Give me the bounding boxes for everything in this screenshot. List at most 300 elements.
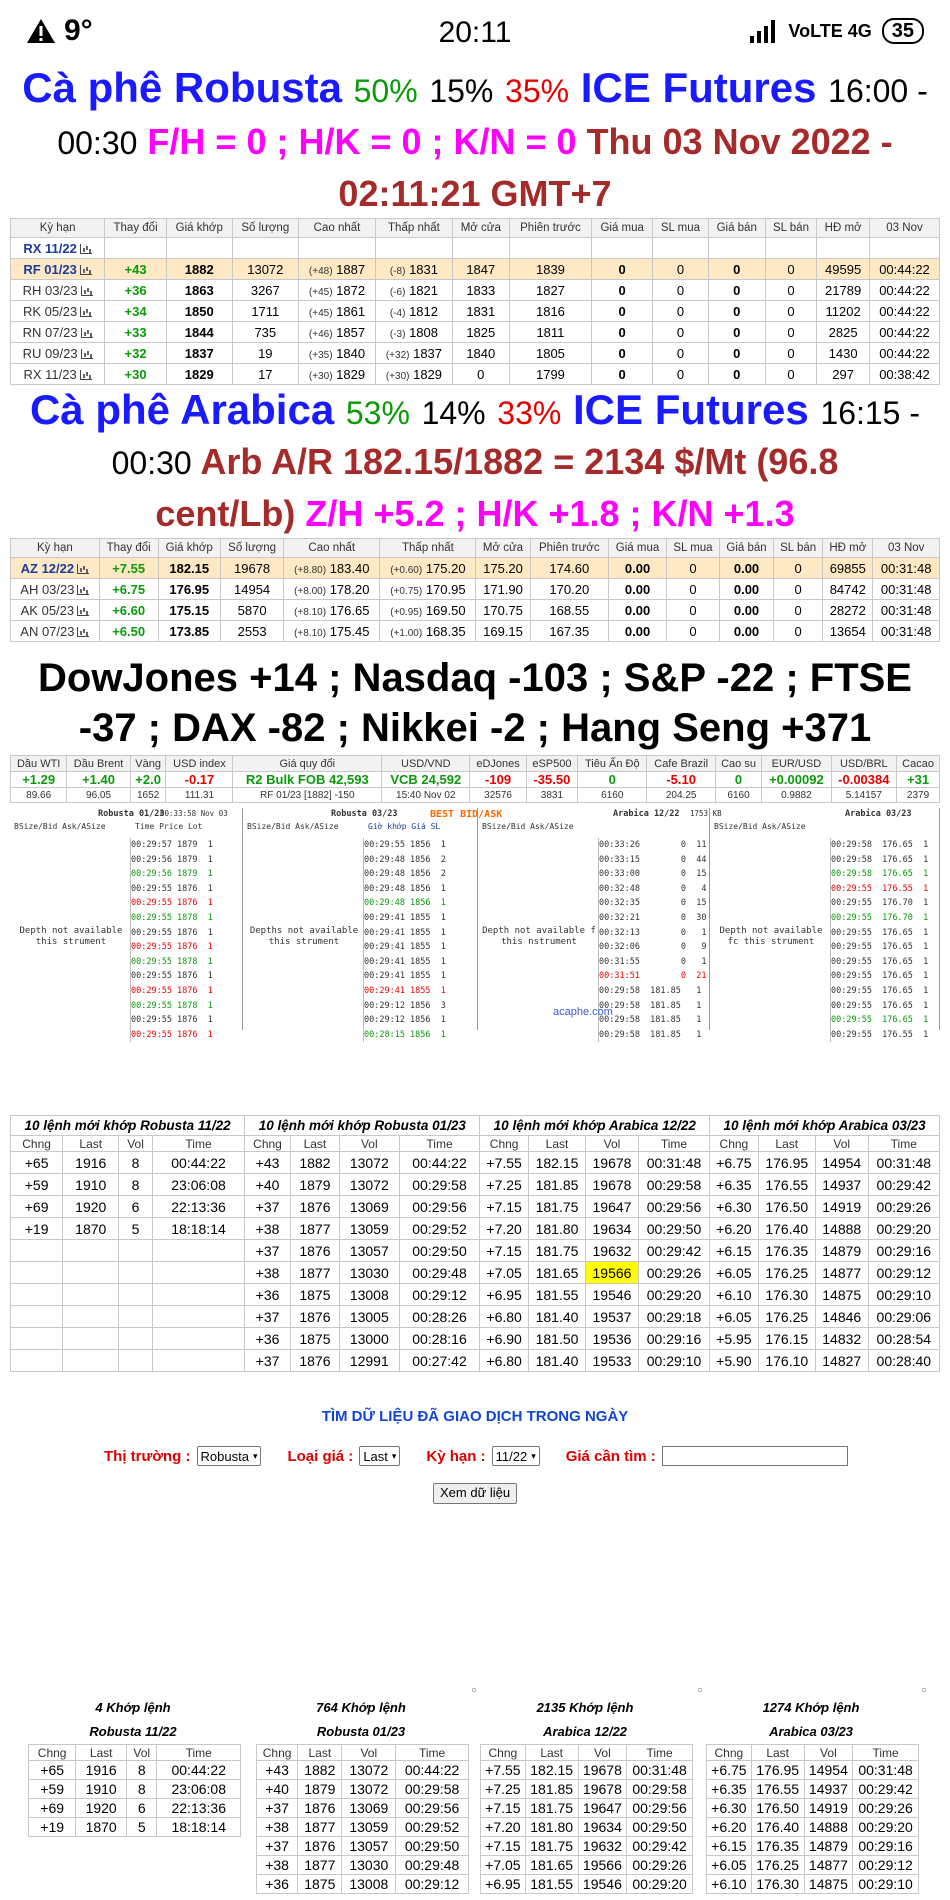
column-header: Thấp nhất <box>375 219 452 238</box>
open-cell: 1825 <box>452 322 509 343</box>
result-cell: +7.15 <box>481 1837 526 1856</box>
market-change: +0.00092 <box>762 772 831 788</box>
indices-line-1: DowJones +14 ; Nasdaq -103 ; S&P -22 ; FTSE <box>38 656 912 700</box>
column-header: Thay đổi <box>105 219 167 238</box>
time-cell: 00:31:48 <box>873 621 940 642</box>
column-header: Giá khớp <box>166 219 232 238</box>
low-value: 1821 <box>409 282 438 298</box>
trade-row: 00:29:58 181.85 1 <box>599 1015 702 1026</box>
trade-row: 00:29:41 1855 1 <box>364 912 446 923</box>
depth-notice: Depth not available this strument <box>19 926 123 947</box>
change-cell <box>105 238 167 259</box>
trade-cell: 14846 <box>815 1306 868 1328</box>
market-price: 111.31 <box>166 788 233 803</box>
ask-cell: 0.00 <box>719 600 773 621</box>
indices-line-2: -37 ; DAX -82 ; Nikkei -2 ; Hang Seng +371 <box>78 706 872 750</box>
change-cell: +30 <box>105 364 167 385</box>
trade-cell: 176.40 <box>758 1218 815 1240</box>
time-cell: 00:44:22 <box>870 322 940 343</box>
trade-cell: 13005 <box>339 1306 399 1328</box>
bid-ask-panel <box>243 808 478 1040</box>
trade-cell: 8 <box>119 1174 153 1196</box>
last-price-cell: 176.95 <box>158 579 220 600</box>
chart-icon[interactable] <box>81 349 93 359</box>
low-value: 1829 <box>413 366 443 382</box>
panel-columns: BSize/Bid Ask/ASize <box>482 822 574 831</box>
trade-cell: 00:29:42 <box>638 1240 709 1262</box>
trade-cell: 181.75 <box>528 1240 585 1262</box>
trade-cell <box>152 1240 244 1262</box>
trade-row: 00:29:55 1876 1 <box>131 898 213 909</box>
high-cell <box>299 322 376 343</box>
column-header: Số lượng <box>232 219 298 238</box>
table-row <box>257 1875 469 1894</box>
chart-icon[interactable] <box>77 585 89 595</box>
low-diff: (-6) <box>389 286 406 298</box>
result-cell: 00:29:16 <box>853 1837 919 1856</box>
market-name: USD/VND <box>382 756 470 772</box>
time-cell: 00:38:42 <box>870 364 940 385</box>
trade-cell: 14888 <box>815 1218 868 1240</box>
chart-icon[interactable] <box>77 606 89 616</box>
trade-row: 00:29:48 1856 2 <box>364 869 446 880</box>
network-label: VoLTE 4G <box>788 20 872 41</box>
column-header: Vol <box>127 1745 157 1761</box>
result-cell: +6.35 <box>707 1780 752 1799</box>
result-cell: 13059 <box>342 1818 396 1837</box>
result-cell: 13030 <box>342 1856 396 1875</box>
column-header: Time <box>399 1136 480 1152</box>
trade-cell: +37 <box>245 1306 291 1328</box>
result-name: Robusta 11/22 <box>89 1724 177 1739</box>
result-cell: 00:29:52 <box>396 1818 469 1837</box>
trade-rows <box>130 838 241 1042</box>
market-price: 89.66 <box>11 788 67 803</box>
open-cell: 175.20 <box>476 558 530 579</box>
chart-icon[interactable] <box>81 328 93 338</box>
column-header: Time <box>868 1136 939 1152</box>
result-cell: 14879 <box>804 1837 853 1856</box>
trade-cell: 00:28:54 <box>868 1328 939 1350</box>
result-cell: +65 <box>29 1761 76 1780</box>
panel-columns: BSize/Bid Ask/ASize <box>14 822 106 831</box>
trade-cell <box>63 1306 119 1328</box>
result-cell: 176.30 <box>751 1875 804 1894</box>
chart-icon[interactable] <box>77 564 89 574</box>
robusta-spreads: F/H = 0 ; H/K = 0 ; K/N = 0 <box>147 121 577 162</box>
trade-row: 00:29:55 176.65 1 <box>831 942 929 953</box>
ask-qty-cell: 0 <box>774 600 823 621</box>
column-header: Vol <box>804 1745 853 1761</box>
result-cell: +6.75 <box>707 1761 752 1780</box>
trade-cell: 00:29:16 <box>868 1240 939 1262</box>
contract-symbol[interactable] <box>11 600 100 621</box>
open-cell: 170.75 <box>476 600 530 621</box>
trade-cell: 1882 <box>290 1152 339 1174</box>
table-row <box>481 1818 693 1837</box>
market-change: 0 <box>578 772 647 788</box>
result-cell: 1910 <box>76 1780 127 1799</box>
time-cell: 00:31:48 <box>873 579 940 600</box>
trade-row: 00:29:55 176.65 1 <box>831 927 929 938</box>
trade-cell: 176.15 <box>758 1328 815 1350</box>
price-type-select[interactable] <box>359 1446 400 1466</box>
trade-cell: 14832 <box>815 1328 868 1350</box>
result-cell: 8 <box>127 1761 157 1780</box>
trade-cell: 19678 <box>586 1152 639 1174</box>
table-row[interactable] <box>11 259 940 280</box>
low-value: 169.50 <box>425 602 466 618</box>
trade-cell: 00:29:10 <box>638 1350 709 1372</box>
trade-cell <box>119 1240 153 1262</box>
column-header: Time <box>853 1745 919 1761</box>
time-cell: 00:44:22 <box>870 280 940 301</box>
high-value: 175.45 <box>329 623 370 639</box>
panel-trade-columns: Giờ khớp Giá SL <box>368 822 441 831</box>
result-cell: 00:29:26 <box>627 1856 693 1875</box>
trade-row: 00:29:55 1876 1 <box>131 971 213 982</box>
trade-cell: 00:28:40 <box>868 1350 939 1372</box>
result-cell: 1879 <box>298 1780 342 1799</box>
high-cell <box>299 364 376 385</box>
market-select[interactable] <box>197 1446 262 1466</box>
column-header: HĐ mở <box>817 219 870 238</box>
contract-symbol[interactable] <box>11 322 105 343</box>
result-cell: +6.15 <box>707 1837 752 1856</box>
table-row[interactable] <box>11 238 940 259</box>
time-cell: 00:31:48 <box>873 558 940 579</box>
open-interest-cell: 21789 <box>817 280 870 301</box>
chart-icon[interactable] <box>80 370 92 380</box>
low-cell <box>375 238 452 259</box>
column-header: Chng <box>257 1745 298 1761</box>
result-cell: 1876 <box>298 1837 342 1856</box>
latest-trades-captions <box>11 1116 940 1136</box>
volume-cell: 13072 <box>232 259 298 280</box>
table-row <box>707 1837 919 1856</box>
result-cell: 6 <box>127 1799 157 1818</box>
chart-icon[interactable] <box>80 244 92 254</box>
table-row <box>11 1262 940 1284</box>
column-header: Chng <box>11 1136 63 1152</box>
trade-cell: +37 <box>245 1350 291 1372</box>
result-cell: 181.80 <box>525 1818 578 1837</box>
table-row <box>11 1196 940 1218</box>
trade-cell: +6.35 <box>710 1174 758 1196</box>
trades-caption: 10 lệnh mới khớp Robusta 11/22 <box>11 1116 245 1136</box>
time-cell: 00:44:22 <box>870 301 940 322</box>
chart-icon[interactable] <box>80 265 92 275</box>
time-cell: 00:44:22 <box>870 343 940 364</box>
ask-qty-cell: 0 <box>765 280 817 301</box>
column-header: Vol <box>342 1745 396 1761</box>
trade-cell <box>119 1306 153 1328</box>
low-value: 170.95 <box>425 581 466 597</box>
trade-cell: +6.80 <box>480 1350 528 1372</box>
robusta-datetime: Thu 03 Nov 2022 - <box>586 121 893 162</box>
low-value: 168.35 <box>425 623 466 639</box>
search-title: TÌM DỮ LIỆU ĐÃ GIAO DỊCH TRONG NGÀY <box>321 1408 629 1425</box>
contract-label: RU 09/23 <box>22 345 78 361</box>
table-row[interactable] <box>11 343 940 364</box>
high-diff: (+46) <box>308 328 333 340</box>
trade-cell: 1876 <box>290 1240 339 1262</box>
result-cell: 8 <box>127 1780 157 1799</box>
trade-cell: +5.95 <box>710 1328 758 1350</box>
trade-cell: 13069 <box>339 1196 399 1218</box>
resize-handle <box>472 1688 476 1692</box>
bid-cell: 0.00 <box>609 600 667 621</box>
bid-cell: 0 <box>592 343 653 364</box>
trade-row: 00:29:58 176.65 1 <box>831 854 929 865</box>
result-cell: 00:29:20 <box>627 1875 693 1894</box>
market-price: 32576 <box>470 788 526 803</box>
market-name: Dầu Brent <box>67 756 130 772</box>
robusta-title: Cà phê Robusta <box>22 64 342 111</box>
trade-cell: 00:29:52 <box>399 1218 480 1240</box>
result-cell: 19678 <box>578 1780 627 1799</box>
table-row[interactable] <box>11 579 940 600</box>
column-header: SL bán <box>765 219 817 238</box>
market-change: -35.50 <box>526 772 577 788</box>
clock: 20:11 <box>438 16 512 49</box>
table-row <box>257 1856 469 1875</box>
trade-row: 00:29:55 176.65 1 <box>831 956 929 967</box>
column-header: Chng <box>481 1745 526 1761</box>
table-row <box>707 1780 919 1799</box>
trade-row: 00:33:26 0 11 <box>599 840 707 850</box>
column-header: 03 Nov <box>873 539 940 558</box>
trade-row: 00:29:55 176.70 1 <box>831 912 929 923</box>
open-interest-cell: 1430 <box>817 343 870 364</box>
trade-row: 00:29:55 176.65 1 <box>831 971 929 982</box>
trade-cell <box>63 1262 119 1284</box>
column-header: Last <box>525 1745 578 1761</box>
market-price: 5.14157 <box>831 788 897 803</box>
chart-icon[interactable] <box>80 307 92 317</box>
column-header: Last <box>528 1136 585 1152</box>
trade-cell: +7.05 <box>480 1262 528 1284</box>
market-name: Vàng <box>130 756 166 772</box>
trade-cell <box>11 1328 63 1350</box>
result-cell: +38 <box>257 1856 298 1875</box>
column-header: Last <box>751 1745 804 1761</box>
trade-row: 00:29:55 1876 1 <box>131 942 213 953</box>
trade-cell: 181.40 <box>528 1306 585 1328</box>
robusta-pct-2: 15% <box>429 73 494 109</box>
ask-cell: 0 <box>708 280 765 301</box>
trade-cell: 1916 <box>63 1152 119 1174</box>
trade-row: 00:29:57 1879 1 <box>131 840 213 850</box>
trade-cell: 00:29:18 <box>638 1306 709 1328</box>
chart-icon[interactable] <box>77 627 89 637</box>
price-type-label: Loại giá : <box>287 1447 354 1465</box>
change-cell: +43 <box>105 259 167 280</box>
low-value: 1808 <box>409 324 438 340</box>
ask-cell: 0.00 <box>719 558 773 579</box>
table-row[interactable] <box>11 280 940 301</box>
market-change: -0.00384 <box>831 772 897 788</box>
trade-row: 00:29:55 1876 1 <box>131 883 213 894</box>
panel-title: Robusta 03/23 <box>331 809 398 819</box>
result-cell: 00:29:42 <box>627 1837 693 1856</box>
high-diff: (+35) <box>308 349 333 361</box>
column-header: Giá bán <box>708 219 765 238</box>
trade-cell: 19647 <box>586 1196 639 1218</box>
column-header: Chng <box>29 1745 76 1761</box>
table-row[interactable] <box>11 600 940 621</box>
contract-symbol[interactable] <box>11 364 105 385</box>
market-price: 3831 <box>526 788 577 803</box>
result-cell: 00:29:56 <box>396 1799 469 1818</box>
chart-icon[interactable] <box>81 286 93 296</box>
ask-qty-cell: 0 <box>774 579 823 600</box>
contract-symbol[interactable] <box>11 259 105 280</box>
column-header: Last <box>758 1136 815 1152</box>
view-data-button[interactable]: Xem dữ liệu <box>433 1483 517 1504</box>
ask-qty-cell <box>765 238 817 259</box>
column-header: Phiên trước <box>530 539 609 558</box>
bid-qty-cell: 0 <box>667 621 720 642</box>
result-table <box>28 1744 241 1837</box>
trade-cell: 22:13:36 <box>152 1196 244 1218</box>
arabica-headline <box>0 384 950 439</box>
arabica-headline-2 <box>0 436 950 489</box>
table-row[interactable] <box>11 301 940 322</box>
trade-row: 00:33:15 0 44 <box>599 854 707 865</box>
market-change: +2.0 <box>130 772 166 788</box>
trade-cell: 182.15 <box>528 1152 585 1174</box>
result-cell: 1882 <box>298 1761 342 1780</box>
low-cell <box>375 322 452 343</box>
contract-symbol[interactable] <box>11 301 105 322</box>
market-change: R2 Bulk FOB 42,593 <box>233 772 382 788</box>
trade-row: 00:32:06 0 9 <box>599 942 707 953</box>
result-header-row <box>29 1745 241 1761</box>
contract-symbol[interactable] <box>11 238 105 259</box>
trade-cell: 181.85 <box>528 1174 585 1196</box>
column-header: Phiên trước <box>509 219 592 238</box>
trade-rows <box>830 838 938 1042</box>
ask-qty-cell: 0 <box>765 301 817 322</box>
watermark: acaphe.com <box>553 1006 613 1018</box>
volume-cell: 735 <box>232 322 298 343</box>
trade-row: 00:29:55 176.65 1 <box>831 985 929 996</box>
depth-notice: Depth not available fc this strument <box>719 926 823 947</box>
table-row[interactable] <box>11 558 940 579</box>
bid-qty-cell: 0 <box>667 579 720 600</box>
latest-trades-table <box>10 1115 940 1372</box>
table-row[interactable] <box>11 621 940 642</box>
bid-qty-cell: 0 <box>653 301 709 322</box>
trade-cell: 19537 <box>586 1306 639 1328</box>
contract-label: RF 01/23 <box>23 261 77 277</box>
term-select[interactable] <box>492 1446 540 1466</box>
high-value: 176.65 <box>329 602 370 618</box>
column-header: Vol <box>578 1745 627 1761</box>
result-cell: +38 <box>257 1818 298 1837</box>
trade-cell: 00:29:56 <box>399 1196 480 1218</box>
result-cell: +6.10 <box>707 1875 752 1894</box>
trade-cell: 00:29:16 <box>638 1328 709 1350</box>
result-cell: +6.95 <box>481 1875 526 1894</box>
contract-symbol[interactable] <box>11 558 100 579</box>
high-diff: (+48) <box>308 265 333 277</box>
trade-cell <box>11 1284 63 1306</box>
battery-icon: 35 <box>882 18 924 44</box>
result-cell: 00:29:48 <box>396 1856 469 1875</box>
trade-cell: 5 <box>119 1218 153 1240</box>
table-row[interactable] <box>11 322 940 343</box>
trade-row: 00:29:55 1878 1 <box>131 912 213 923</box>
result-cell: +6.20 <box>707 1818 752 1837</box>
result-header-row <box>707 1745 919 1761</box>
low-cell <box>380 558 476 579</box>
robusta-headline <box>0 62 950 117</box>
change-cell: +6.50 <box>99 621 158 642</box>
trade-cell: 00:29:58 <box>399 1174 480 1196</box>
table-row[interactable] <box>11 364 940 385</box>
table-header-row <box>11 219 940 238</box>
bid-qty-cell: 0 <box>667 600 720 621</box>
trade-row: 00:29:58 181.85 1 <box>599 1000 702 1011</box>
trade-cell <box>119 1350 153 1372</box>
result-cell: 181.75 <box>525 1799 578 1818</box>
table-row <box>481 1761 693 1780</box>
contract-symbol[interactable] <box>11 280 105 301</box>
prev-cell: 174.60 <box>530 558 609 579</box>
trade-row: 00:29:48 1856 1 <box>364 898 446 909</box>
market-price: 15:40 Nov 02 <box>382 788 470 803</box>
panel-title: Robusta 01/23 <box>98 809 165 819</box>
trade-row: 00:33:00 0 15 <box>599 869 707 880</box>
robusta-headline-2 <box>0 116 950 169</box>
high-value: 1887 <box>336 261 366 277</box>
trade-row: 00:29:41 1855 1 <box>364 971 446 982</box>
trade-row: 00:29:48 1856 2 <box>364 854 446 865</box>
trade-cell: 00:29:12 <box>868 1262 939 1284</box>
size-label: 1753 KB <box>690 809 722 818</box>
column-header: Vol <box>815 1136 868 1152</box>
contract-symbol[interactable] <box>11 343 105 364</box>
result-cell: 19634 <box>578 1818 627 1837</box>
result-cell: 22:13:36 <box>157 1799 241 1818</box>
trade-cell: +6.15 <box>710 1240 758 1262</box>
trade-cell <box>11 1350 63 1372</box>
change-cell: +33 <box>105 322 167 343</box>
trade-cell <box>152 1350 244 1372</box>
trade-cell: 13008 <box>339 1284 399 1306</box>
open-cell <box>452 238 509 259</box>
find-price-input[interactable] <box>662 1446 848 1466</box>
trade-cell: 181.65 <box>528 1262 585 1284</box>
markets-header-row <box>11 756 940 772</box>
change-cell: +34 <box>105 301 167 322</box>
trade-cell: 14879 <box>815 1240 868 1262</box>
trade-rows <box>598 838 708 1042</box>
column-header: Thấp nhất <box>380 539 476 558</box>
contract-symbol[interactable] <box>11 579 100 600</box>
contract-symbol[interactable] <box>11 621 100 642</box>
trade-cell <box>152 1262 244 1284</box>
trade-cell: +5.90 <box>710 1350 758 1372</box>
market-price: 0.9882 <box>762 788 831 803</box>
arabica-exchange: ICE Futures <box>573 386 809 433</box>
result-cell: 181.75 <box>525 1837 578 1856</box>
ask-cell <box>708 238 765 259</box>
result-cell: 181.65 <box>525 1856 578 1875</box>
prev-cell: 1827 <box>509 280 592 301</box>
